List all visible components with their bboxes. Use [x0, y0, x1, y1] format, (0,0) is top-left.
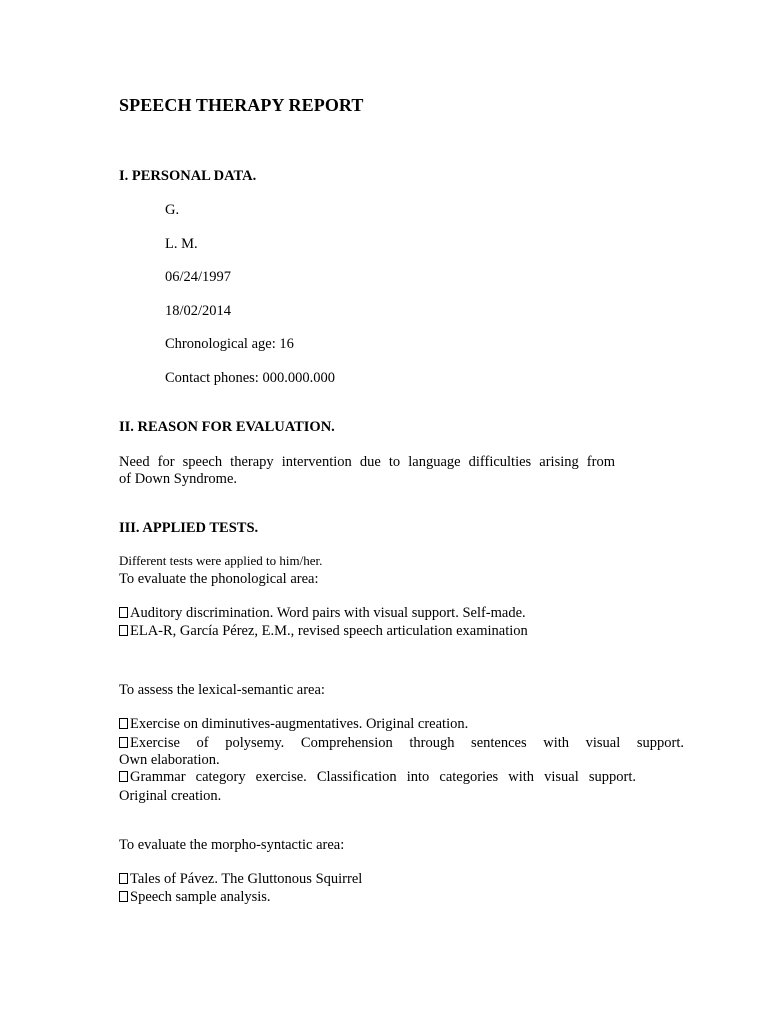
- section-heading-reason: II. REASON FOR EVALUATION.: [119, 419, 335, 435]
- morpho-syntactic-area-label: To evaluate the morpho-syntactic area:: [119, 837, 345, 853]
- personal-data-line: Contact phones: 000.000.000: [165, 370, 335, 386]
- reason-text-line: Need for speech therapy intervention due to language difficulties arising from: [119, 454, 615, 470]
- list-item: Exercise on diminutives-augmentatives. Original creation.: [119, 715, 468, 733]
- reason-text-line: of Down Syndrome.: [119, 471, 238, 487]
- personal-data-line: Chronological age: 16: [165, 336, 294, 352]
- personal-data-line: G.: [165, 202, 180, 218]
- bullet-box-icon: [119, 873, 128, 884]
- bullet-box-icon: [119, 771, 128, 782]
- bullet-box-icon: [119, 607, 128, 618]
- list-item: Grammar category exercise. Classification into categories with visual support.: [119, 768, 636, 786]
- personal-data-line: 06/24/1997: [165, 269, 232, 285]
- tests-intro: Different tests were applied to him/her.: [119, 553, 323, 568]
- bullet-box-icon: [119, 737, 128, 748]
- phonological-area-label: To evaluate the phonological area:: [119, 571, 319, 587]
- list-item-continuation: Own elaboration.: [119, 752, 220, 768]
- personal-data-line: 18/02/2014: [165, 303, 232, 319]
- section-heading-personal-data: I. PERSONAL DATA.: [119, 168, 257, 184]
- list-item-continuation: Original creation.: [119, 788, 222, 804]
- lexical-area-label: To assess the lexical-semantic area:: [119, 682, 325, 698]
- list-item: Auditory discrimination. Word pairs with visual support. Self-made.: [119, 604, 526, 622]
- list-item: Speech sample analysis.: [119, 888, 271, 906]
- personal-data-line: L. M.: [165, 236, 198, 252]
- bullet-box-icon: [119, 625, 128, 636]
- list-item: Exercise of polysemy. Comprehension through sentences with visual support.: [119, 734, 684, 752]
- bullet-box-icon: [119, 718, 128, 729]
- section-heading-applied-tests: III. APPLIED TESTS.: [119, 520, 259, 536]
- list-item: Tales of Pávez. The Gluttonous Squirrel: [119, 870, 362, 888]
- bullet-box-icon: [119, 891, 128, 902]
- list-item: ELA-R, García Pérez, E.M., revised speech articulation examination: [119, 622, 528, 640]
- report-title: SPEECH THERAPY REPORT: [119, 95, 364, 115]
